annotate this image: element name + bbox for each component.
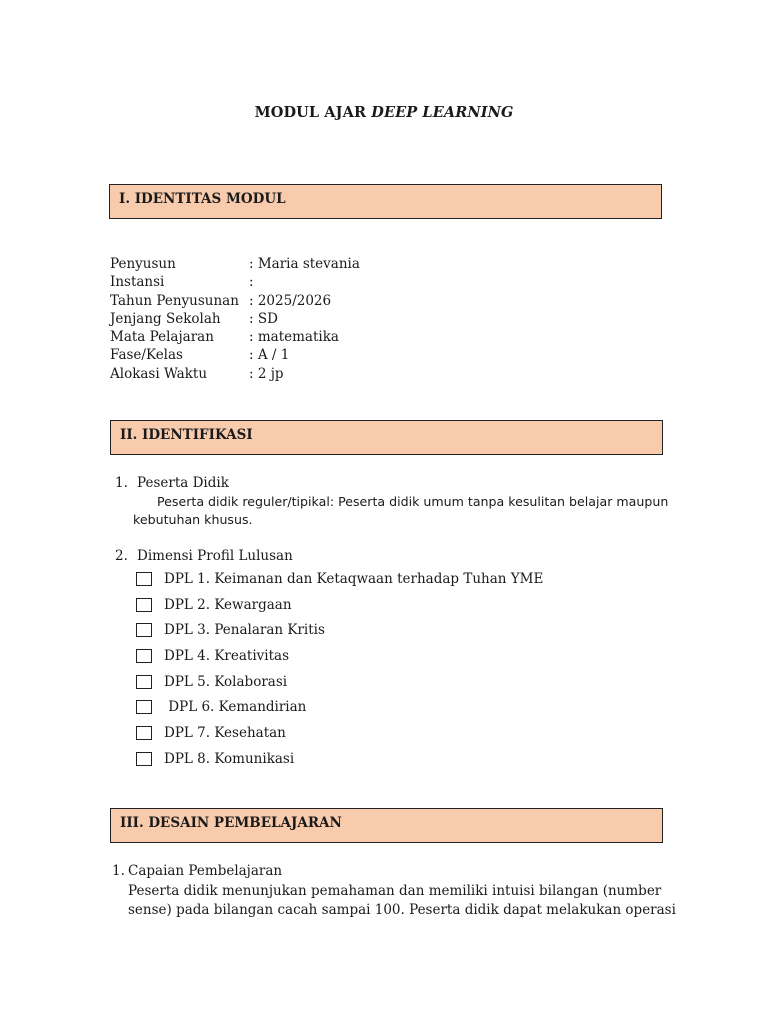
dpl-item[interactable] bbox=[136, 566, 543, 592]
dimensi-profil-heading: Dimensi Profil Lulusan bbox=[137, 548, 293, 564]
dpl-label: DPL 5. Kolaborasi bbox=[164, 673, 288, 690]
title-prefix: MODUL AJAR bbox=[254, 104, 372, 121]
checkbox[interactable] bbox=[136, 598, 152, 612]
identitas-label: Penyusun bbox=[110, 256, 176, 272]
dpl-label: DPL 8. Komunikasi bbox=[164, 750, 295, 767]
identitas-value: : bbox=[249, 274, 254, 291]
identitas-row-mapel bbox=[110, 328, 360, 346]
peserta-didik-heading: Peserta Didik bbox=[137, 475, 229, 491]
page-title bbox=[0, 104, 768, 121]
dpl-item[interactable] bbox=[136, 694, 543, 720]
section-header-desain: III. DESAIN PEMBELAJARAN bbox=[110, 808, 663, 843]
identitas-label: Tahun Penyusunan bbox=[110, 292, 239, 309]
peserta-didik-text-line2: kebutuhan khusus. bbox=[133, 512, 253, 527]
identitas-row-instansi bbox=[110, 273, 360, 291]
identitas-label: Alokasi Waktu bbox=[110, 365, 208, 382]
checkbox[interactable] bbox=[136, 675, 152, 689]
checkbox[interactable] bbox=[136, 623, 152, 637]
checkbox[interactable] bbox=[136, 700, 152, 714]
dpl-item[interactable] bbox=[136, 643, 543, 669]
identitas-value: : Maria stevania bbox=[249, 256, 360, 272]
identitas-table bbox=[110, 255, 360, 383]
identitas-row-alokasi bbox=[110, 365, 360, 383]
capaian-line: sense) pada bilangan cacah sampai 100. Peserta didik dapat melakukan operasi bbox=[128, 901, 676, 918]
title-emphasis: DEEP LEARNING bbox=[371, 104, 514, 121]
dpl-item[interactable] bbox=[136, 669, 543, 695]
identitas-value: : 2025/2026 bbox=[249, 292, 332, 309]
checkbox[interactable] bbox=[136, 572, 152, 586]
capaian-paragraph bbox=[128, 882, 676, 919]
dpl-item[interactable] bbox=[136, 720, 543, 746]
capaian-line: Peserta didik menunjukan pemahaman dan memiliki intuisi bilangan (number bbox=[128, 883, 662, 899]
list-number: 2. bbox=[115, 548, 128, 564]
dpl-label: DPL 2. Kewargaan bbox=[164, 596, 292, 613]
dpl-label: DPL 1. Keimanan dan Ketaqwaan terhadap Tuhan YME bbox=[164, 570, 544, 587]
identitas-row-jenjang bbox=[110, 310, 360, 328]
capaian-heading: Capaian Pembelajaran bbox=[128, 863, 283, 879]
identitas-row-fase bbox=[110, 346, 360, 364]
list-number: 1. bbox=[112, 863, 125, 879]
dpl-label: DPL 7. Kesehatan bbox=[164, 724, 286, 741]
identitas-value: : matematika bbox=[249, 329, 339, 346]
section-header-identifikasi: II. IDENTIFIKASI bbox=[110, 420, 663, 455]
dpl-item[interactable] bbox=[136, 592, 543, 618]
identitas-row-tahun bbox=[110, 292, 360, 310]
peserta-didik-text-line1: Peserta didik reguler/tipikal: Peserta didik umum tanpa kesulitan belajar maupun bbox=[157, 494, 669, 509]
identitas-value: : A / 1 bbox=[249, 347, 290, 364]
identitas-label: Mata Pelajaran bbox=[110, 329, 214, 346]
identitas-label: Jenjang Sekolah bbox=[110, 310, 221, 327]
identitas-label: Fase/Kelas bbox=[110, 347, 183, 364]
dpl-checklist bbox=[136, 566, 543, 772]
dpl-item[interactable] bbox=[136, 617, 543, 643]
identitas-label: Instansi bbox=[110, 274, 165, 291]
checkbox[interactable] bbox=[136, 752, 152, 766]
dpl-label: DPL 3. Penalaran Kritis bbox=[164, 622, 325, 639]
dpl-label: DPL 6. Kemandirian bbox=[164, 699, 307, 716]
section-header-identitas: I. IDENTITAS MODUL bbox=[109, 184, 662, 219]
identitas-row-penyusun bbox=[110, 255, 360, 273]
identitas-value: : SD bbox=[249, 310, 278, 327]
dpl-label: DPL 4. Kreativitas bbox=[164, 647, 290, 664]
identitas-value: : 2 jp bbox=[249, 365, 284, 382]
list-number: 1. bbox=[115, 475, 128, 491]
checkbox[interactable] bbox=[136, 649, 152, 663]
checkbox[interactable] bbox=[136, 726, 152, 740]
dpl-item[interactable] bbox=[136, 746, 543, 772]
